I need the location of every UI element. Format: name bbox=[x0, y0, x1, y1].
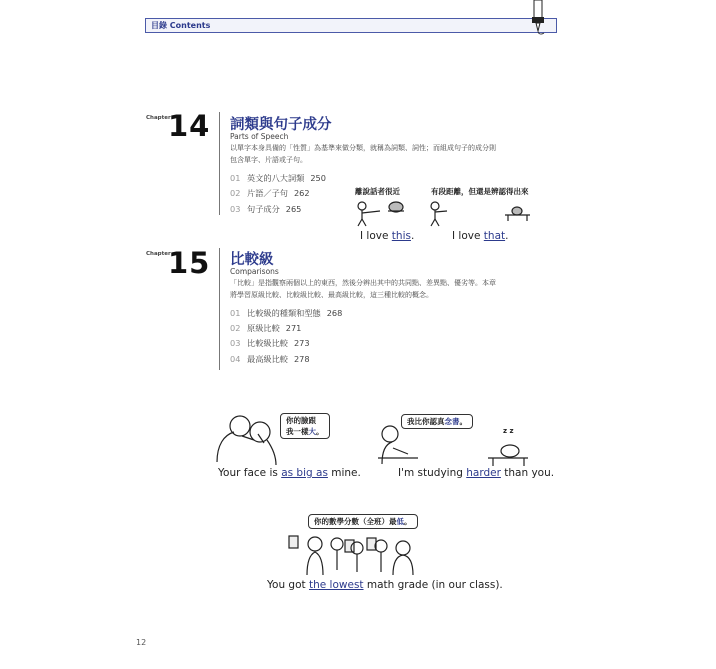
toc-page: 271 bbox=[285, 323, 302, 333]
speech-bubble: 你的數學分數（全班）最低。 bbox=[308, 514, 418, 529]
toc-text: 片語／子句 bbox=[247, 188, 288, 198]
chapter-subtitle: Parts of Speech bbox=[230, 132, 289, 141]
speech-bubble: 你的臉跟 我一樣大。 bbox=[280, 413, 330, 439]
toc-number: 03 bbox=[230, 204, 241, 214]
toc-page: 278 bbox=[293, 354, 310, 364]
chapter-label: Chapter bbox=[146, 115, 171, 121]
toc-text: 比較級的種類和型態 bbox=[247, 308, 321, 318]
toc-page: 273 bbox=[293, 338, 310, 348]
toc-item[interactable] bbox=[230, 173, 326, 184]
toc-item[interactable] bbox=[230, 308, 342, 319]
grade-comparison-illustration bbox=[285, 530, 425, 575]
page-number: 12 bbox=[136, 638, 147, 647]
description-line: 「比較」是指觀察兩個以上的東西，然後分辨出其中的共同點、差異點、優劣等。本章 bbox=[230, 279, 496, 287]
chapter-label: Chapter bbox=[146, 251, 171, 257]
speech-bubble: 我比你認真念書。 bbox=[401, 414, 473, 429]
this-that-illustration bbox=[350, 197, 545, 227]
toc-item[interactable] bbox=[230, 338, 310, 349]
label-near: 離說話者很近 bbox=[355, 187, 400, 196]
caption-study: I'm studying harder than you. bbox=[398, 467, 555, 479]
toc-number: 02 bbox=[230, 188, 241, 198]
toc-page: 265 bbox=[285, 204, 302, 214]
toc-text: 原級比較 bbox=[247, 323, 280, 333]
description-line: 以單字本身具備的「性質」為基準來做分類，就稱為詞類、詞性；而組成句子的成分則 bbox=[230, 144, 496, 152]
toc-page: 268 bbox=[326, 308, 343, 318]
chapter-description bbox=[230, 277, 550, 301]
toc-item[interactable] bbox=[230, 323, 301, 334]
chapter-divider bbox=[219, 248, 220, 370]
toc-number: 04 bbox=[230, 354, 241, 364]
caption-that: I love that. bbox=[452, 230, 509, 242]
caption-this: I love this. bbox=[360, 230, 415, 242]
contents-header-label: 目錄 Contents bbox=[151, 21, 211, 30]
description-line: 包含單字、片語或子句。 bbox=[230, 156, 307, 164]
toc-number: 03 bbox=[230, 338, 241, 348]
toc-page: 262 bbox=[293, 188, 310, 198]
sleep-zz: z z bbox=[503, 427, 514, 435]
chapter-description bbox=[230, 142, 550, 166]
chapter-number: 14 bbox=[168, 109, 211, 143]
label-far: 有段距離，但還是辨認得出來 bbox=[431, 187, 529, 196]
chapter-subtitle: Comparisons bbox=[230, 267, 279, 276]
toc-number: 01 bbox=[230, 308, 241, 318]
chapter-divider bbox=[219, 112, 220, 215]
toc-text: 最高級比較 bbox=[247, 354, 288, 364]
chapter-title: 比較級 bbox=[230, 252, 274, 268]
toc-number: 02 bbox=[230, 323, 241, 333]
pen-icon bbox=[528, 0, 550, 36]
contents-header-bar bbox=[145, 18, 557, 33]
description-line: 將學習原級比較、比較級比較、最高級比較，這三種比較的概念。 bbox=[230, 291, 433, 299]
chapter-title: 詞類與句子成分 bbox=[230, 117, 332, 133]
caption-grade: You got the lowest math grade (in our class). bbox=[267, 579, 503, 591]
toc-text: 句子成分 bbox=[247, 204, 280, 214]
chapter-number: 15 bbox=[168, 246, 211, 280]
toc-number: 01 bbox=[230, 173, 241, 183]
toc-item[interactable] bbox=[230, 188, 310, 199]
toc-text: 英文的八大詞類 bbox=[247, 173, 305, 183]
toc-page: 250 bbox=[310, 173, 326, 183]
toc-text: 比較級比較 bbox=[247, 338, 288, 348]
toc-item[interactable] bbox=[230, 204, 301, 215]
toc-item[interactable] bbox=[230, 354, 310, 365]
caption-face: Your face is as big as mine. bbox=[218, 467, 361, 479]
